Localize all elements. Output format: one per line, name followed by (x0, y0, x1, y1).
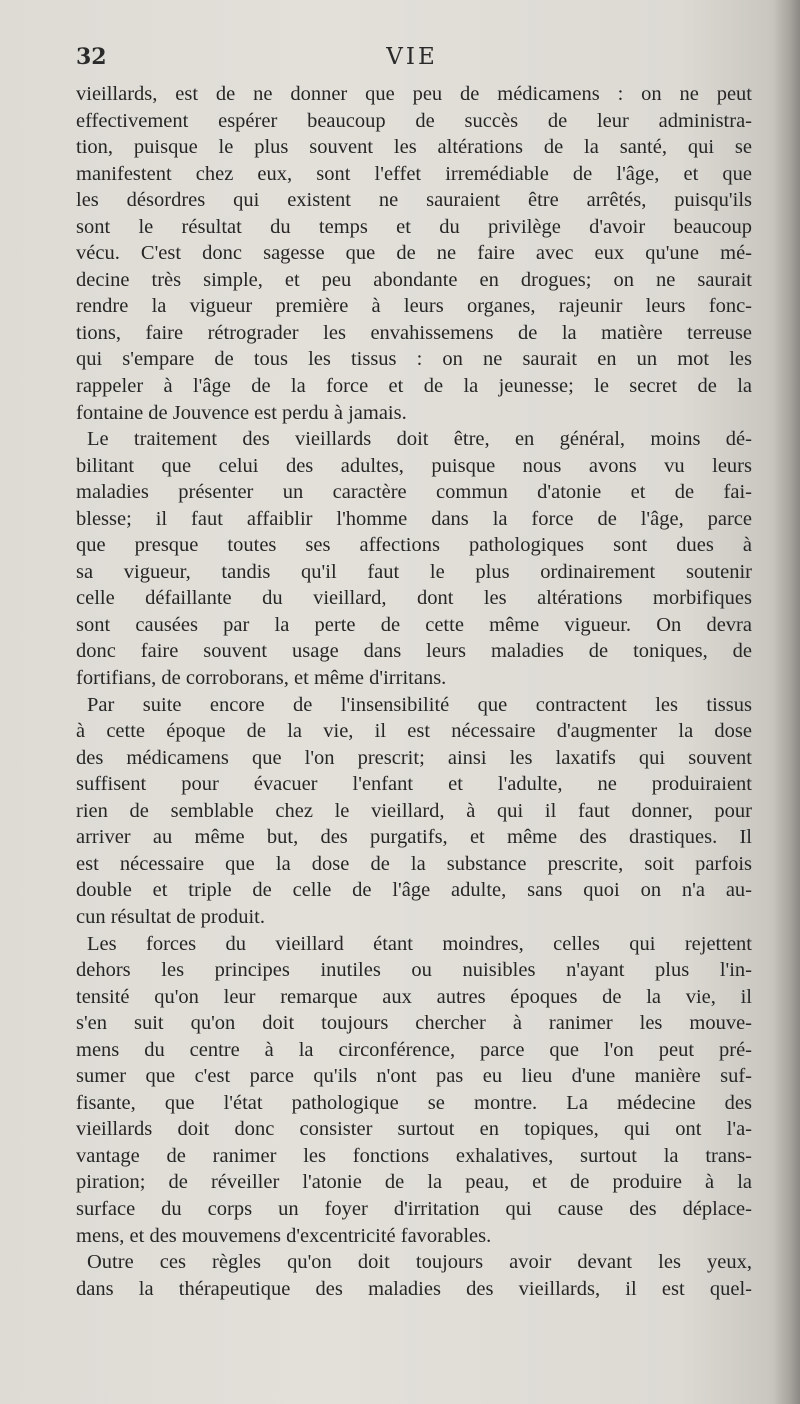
text-line: rendre la vigueur première à leurs organes, rajeunir leurs fonc- (76, 295, 752, 318)
text-line: decine très simple, et peu abondante en drogues; on ne saurait (76, 268, 752, 291)
text-line: à cette époque de la vie, il est nécessaire d'augmenter la dose (76, 720, 752, 743)
text-line: Les forces du vieillard étant moindres, celles qui rejettent (87, 932, 752, 955)
text-line: fontaine de Jouvence est perdu à jamais. (76, 401, 407, 424)
paragraph (76, 692, 752, 931)
text-line: celle défaillante du vieillard, dont les altérations morbifiques (76, 587, 752, 610)
text-line: dans la thérapeutique des maladies des vieillards, il est quel- (76, 1277, 752, 1300)
text-line: sumer que c'est parce qu'ils n'ont pas eu lieu d'une manière suf- (76, 1065, 752, 1088)
text-line: tion, puisque le plus souvent les altérations de la santé, qui se (76, 136, 752, 159)
text-line: Par suite encore de l'insensibilité que contractent les tissus (87, 693, 752, 716)
text-line: arriver au même but, des purgatifs, et même des drastiques. Il (76, 826, 752, 849)
text-line: blesse; il faut affaiblir l'homme dans la force de l'âge, parce (76, 507, 752, 530)
text-line: bilitant que celui des adultes, puisque nous avons vu leurs (76, 454, 752, 477)
text-line: fisante, que l'état pathologique se montre. La médecine des (76, 1091, 752, 1114)
text-line: maladies présenter un caractère commun d'atonie et de fai- (76, 481, 752, 504)
running-head (76, 44, 748, 76)
text-line: rappeler à l'âge de la force et de la jeunesse; le secret de la (76, 375, 752, 398)
text-line: que presque toutes ses affections pathologiques sont dues à (76, 534, 752, 557)
text-line: vécu. C'est donc sagesse que de ne faire avec eux qu'une mé- (76, 242, 752, 265)
paragraph (76, 426, 752, 691)
text-line: mens du centre à la circonférence, parce que l'on peut pré- (76, 1038, 752, 1061)
text-line: rien de semblable chez le vieillard, à qui il faut donner, pour (76, 799, 752, 822)
text-line: dehors les principes inutiles ou nuisibles n'ayant plus l'in- (76, 959, 752, 982)
text-line: manifestent chez eux, sont l'effet irremédiable de l'âge, et que (76, 162, 752, 185)
text-line: sont causées par la perte de cette même vigueur. On devra (76, 613, 752, 636)
text-line: cun résultat de produit. (76, 905, 266, 928)
text-line: s'en suit qu'on doit toujours chercher à ranimer les mouve- (76, 1012, 752, 1035)
text-line: est nécessaire que la dose de la substance prescrite, soit parfois (76, 852, 752, 875)
text-line: suffisent pour évacuer l'enfant et l'adulte, ne produiraient (76, 773, 752, 796)
text-line: vieillards, est de ne donner que peu de médicamens : on ne peut (76, 83, 752, 105)
text-line: donc faire souvent usage dans leurs maladies de toniques, de (76, 640, 752, 663)
text-line: surface du corps un foyer d'irritation qui cause des déplace- (76, 1197, 752, 1220)
text-line: les désordres qui existent ne sauraient être arrêtés, puisqu'ils (76, 189, 752, 212)
text-line: vantage de ranimer les fonctions exhalatives, surtout la trans- (76, 1144, 752, 1167)
text-line: Outre ces règles qu'on doit toujours avoir devant les yeux, (87, 1251, 752, 1274)
body-text (76, 81, 752, 1302)
page-number: 32 (76, 44, 107, 70)
text-line: Le traitement des vieillards doit être, en général, moins dé- (87, 428, 752, 451)
paragraph (76, 1249, 752, 1302)
text-line: sa vigueur, tandis qu'il faut le plus ordinairement soutenir (76, 560, 752, 583)
text-line: qui s'empare de tous les tissus : on ne saurait en un mot les (76, 348, 752, 371)
text-line: mens, et des mouvemens d'excentricité favorables. (76, 1224, 492, 1247)
text-line: vieillards doit donc consister surtout en topiques, qui ont l'a- (76, 1118, 752, 1141)
header-title: VIE (386, 44, 438, 70)
text-line: double et triple de celle de l'âge adulte, sans quoi on n'a au- (76, 879, 752, 902)
text-line: piration; de réveiller l'atonie de la peau, et de produire à la (76, 1171, 752, 1194)
text-line: des médicamens que l'on prescrit; ainsi les laxatifs qui souvent (76, 746, 752, 769)
text-line: fortifians, de corroborans, et même d'irritans. (76, 667, 447, 690)
text-line: tions, faire rétrograder les envahissemens de la matière terreuse (76, 321, 752, 344)
text-line: sont le résultat du temps et du privilège d'avoir beaucoup (76, 215, 752, 238)
page-gutter-shadow (774, 0, 800, 1404)
paragraph (76, 81, 752, 426)
text-line: effectivement espérer beaucoup de succès de leur administra- (76, 109, 752, 132)
text-line: tensité qu'on leur remarque aux autres époques de la vie, il (76, 985, 752, 1008)
paragraph (76, 931, 752, 1250)
